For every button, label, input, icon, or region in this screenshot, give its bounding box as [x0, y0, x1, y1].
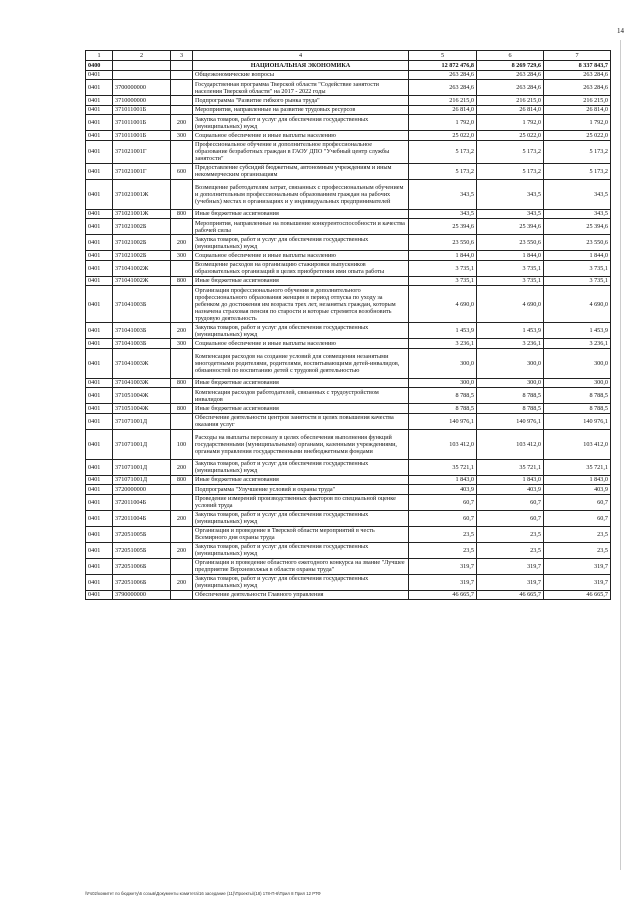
section-code: 0401 [86, 131, 113, 141]
target-article-code: 371011001Б [113, 115, 171, 131]
expense-type-code: 800 [171, 276, 193, 286]
expense-type-code [171, 590, 193, 600]
item-name: Мероприятия, направленные на развитие трудовых ресурсов [193, 105, 409, 115]
item-name: Иные бюджетные ассигнования [193, 404, 409, 414]
table-row [86, 494, 611, 510]
amount-year-3: 26 814,0 [544, 105, 611, 115]
amount-year-1: 216 215,0 [409, 96, 477, 106]
item-name: Закупка товаров, работ и услуг для обеспечения государственных (муниципальных) нужд [193, 235, 409, 251]
expense-type-code: 100 [171, 429, 193, 459]
expense-type-code [171, 388, 193, 404]
target-article-code: 372011004Б [113, 510, 171, 526]
item-name: Обеспечение деятельности Главного управления [193, 590, 409, 600]
table-row [86, 163, 611, 179]
section-code: 0401 [86, 323, 113, 339]
expense-type-code [171, 494, 193, 510]
target-article-code: 372051005Б [113, 542, 171, 558]
amount-year-1: 8 788,5 [409, 404, 477, 414]
section-code: 0401 [86, 388, 113, 404]
table-row [86, 179, 611, 209]
table-row [86, 260, 611, 276]
expense-type-code [171, 219, 193, 235]
expense-type-code [171, 558, 193, 574]
amount-year-3: 263 284,6 [544, 80, 611, 96]
page-number: 14 [617, 27, 624, 35]
table-row [86, 404, 611, 414]
item-name: Иные бюджетные ассигнования [193, 378, 409, 388]
item-name: Компенсация расходов работодателей, связанных с трудоустройством инвалидов [193, 388, 409, 404]
table-row [86, 219, 611, 235]
amount-year-2: 319,7 [477, 574, 544, 590]
amount-year-2: 23,5 [477, 526, 544, 542]
expense-type-code: 800 [171, 475, 193, 485]
amount-year-1: 23 550,6 [409, 235, 477, 251]
section-code: 0401 [86, 115, 113, 131]
amount-year-1: 25 394,6 [409, 219, 477, 235]
expense-type-code: 200 [171, 574, 193, 590]
table-row [86, 590, 611, 600]
item-name: Иные бюджетные ассигнования [193, 475, 409, 485]
expense-type-code: 800 [171, 209, 193, 219]
section-code: 0401 [86, 209, 113, 219]
table-row [86, 140, 611, 163]
table-row [86, 80, 611, 96]
section-code: 0401 [86, 251, 113, 261]
target-article-code: 371021001Ж [113, 209, 171, 219]
expense-type-code [171, 105, 193, 115]
expense-type-code [171, 70, 193, 80]
amount-year-2: 403,9 [477, 485, 544, 495]
table-row [86, 475, 611, 485]
amount-year-3: 46 665,7 [544, 590, 611, 600]
table-row [86, 131, 611, 141]
item-name: Закупка товаров, работ и услуг для обеспечения государственных (муниципальных) нужд [193, 115, 409, 131]
target-article-code: 3710000000 [113, 96, 171, 106]
item-name: Проведение измерений производственных факторов по специальной оценке условий труда [193, 494, 409, 510]
amount-year-2: 1 843,0 [477, 475, 544, 485]
amount-year-1: 263 284,6 [409, 70, 477, 80]
amount-year-2: 23 550,6 [477, 235, 544, 251]
amount-year-3: 319,7 [544, 574, 611, 590]
target-article-code: 372011004Б [113, 494, 171, 510]
section-code: 0401 [86, 510, 113, 526]
target-article-code: 371071001Д [113, 413, 171, 429]
item-name: Организация и проведение в Тверской области мероприятий в честь Всемирного дня охраны труда [193, 526, 409, 542]
target-article-code: 371021001Ж [113, 179, 171, 209]
target-article-code: 371021001Г [113, 140, 171, 163]
amount-year-2: 103 412,0 [477, 429, 544, 459]
target-article-code: 371041003Ж [113, 378, 171, 388]
expense-type-code [171, 96, 193, 106]
target-article-code: 371051004Ж [113, 404, 171, 414]
amount-year-3: 300,0 [544, 348, 611, 378]
amount-year-1: 300,0 [409, 348, 477, 378]
table-row [86, 574, 611, 590]
item-name: Социальное обеспечение и иные выплаты населению [193, 251, 409, 261]
amount-year-1: 140 976,1 [409, 413, 477, 429]
amount-year-3: 1 844,0 [544, 251, 611, 261]
amount-year-2: 60,7 [477, 510, 544, 526]
section-code: 0401 [86, 526, 113, 542]
target-article-code: 371041003Б [113, 339, 171, 349]
file-path-footer: \\Fs02\комитет по бюджету\6 созыв\Документы комитета\16 заседание (11)\Проекты\(18) 178-П-6\Прил 8 Прил 12 РТФ [85, 891, 321, 896]
expense-type-code [171, 140, 193, 163]
amount-year-2: 5 173,2 [477, 163, 544, 179]
amount-year-1: 3 236,1 [409, 339, 477, 349]
table-row [86, 115, 611, 131]
amount-year-3: 343,5 [544, 179, 611, 209]
amount-year-2: 343,5 [477, 209, 544, 219]
amount-year-3: 263 284,6 [544, 70, 611, 80]
item-name: Закупка товаров, работ и услуг для обеспечения государственных (муниципальных) нужд [193, 574, 409, 590]
target-article-code: 371051004Ж [113, 388, 171, 404]
item-name: Социальное обеспечение и иные выплаты населению [193, 131, 409, 141]
amount-year-1: 46 665,7 [409, 590, 477, 600]
column-number: 5 [409, 51, 477, 61]
table-row [86, 276, 611, 286]
expense-type-code: 300 [171, 339, 193, 349]
amount-year-3: 403,9 [544, 485, 611, 495]
amount-year-2: 25 022,0 [477, 131, 544, 141]
amount-year-2: 35 721,1 [477, 459, 544, 475]
column-number-row [86, 51, 611, 61]
amount-year-2: 300,0 [477, 348, 544, 378]
amount-year-2: 263 284,6 [477, 80, 544, 96]
amount-year-2: 300,0 [477, 378, 544, 388]
item-name: Общеэкономические вопросы [193, 70, 409, 80]
target-article-code: 371021002Б [113, 251, 171, 261]
target-article-code: 371041002Ж [113, 276, 171, 286]
section-code: 0401 [86, 459, 113, 475]
expense-type-code [171, 413, 193, 429]
item-name: Обеспечение деятельности центров занятости в целях повышения качества оказания услуг [193, 413, 409, 429]
table-row [86, 348, 611, 378]
expense-type-code: 200 [171, 510, 193, 526]
amount-year-1: 343,5 [409, 209, 477, 219]
target-article-code: 371041003Б [113, 286, 171, 323]
target-article-code: 371021002Б [113, 219, 171, 235]
amount-year-3: 23,5 [544, 526, 611, 542]
table-row [86, 323, 611, 339]
section-code: 0401 [86, 542, 113, 558]
section-code: 0401 [86, 429, 113, 459]
amount-year-2: 1 792,0 [477, 115, 544, 131]
expense-type-code: 200 [171, 323, 193, 339]
target-article-code: 371011001Б [113, 105, 171, 115]
item-name: Расходы на выплаты персоналу в целях обеспечения выполнения функций государственными (муниципальными) органами, казенными учреждениями, органами управления государственными внебюджетными фондами [193, 429, 409, 459]
item-name: Организация профессионального обучения и дополнительного профессионального образования женщин в период отпуска по уходу за ребенком до достижения им возраста трех лет, незанятых граждан, которым назначена страховая пенсия по старости и которые стремятся возобновить трудовую деятельность [193, 286, 409, 323]
section-code: 0401 [86, 475, 113, 485]
item-name: НАЦИОНАЛЬНАЯ ЭКОНОМИКА [193, 61, 409, 71]
amount-year-3: 35 721,1 [544, 459, 611, 475]
amount-year-3: 3 236,1 [544, 339, 611, 349]
item-name: Компенсация расходов на создание условий для совмещения незанятыми многодетными родителями, родителями, воспитывающими детей-инвалидов, обязанностей по воспитанию детей с трудовой деятельностью [193, 348, 409, 378]
amount-year-3: 103 412,0 [544, 429, 611, 459]
target-article-code [113, 61, 171, 71]
amount-year-3: 319,7 [544, 558, 611, 574]
table-row [86, 70, 611, 80]
table-row [86, 542, 611, 558]
amount-year-1: 4 690,0 [409, 286, 477, 323]
section-code: 0401 [86, 140, 113, 163]
amount-year-1: 26 814,0 [409, 105, 477, 115]
amount-year-1: 319,7 [409, 558, 477, 574]
target-article-code: 3700000000 [113, 80, 171, 96]
amount-year-1: 25 022,0 [409, 131, 477, 141]
amount-year-1: 103 412,0 [409, 429, 477, 459]
column-number: 7 [544, 51, 611, 61]
amount-year-1: 5 173,2 [409, 140, 477, 163]
expense-type-code: 200 [171, 542, 193, 558]
amount-year-1: 23,5 [409, 542, 477, 558]
column-number: 4 [193, 51, 409, 61]
target-article-code: 3720000000 [113, 485, 171, 495]
amount-year-3: 216 215,0 [544, 96, 611, 106]
amount-year-1: 60,7 [409, 494, 477, 510]
section-code: 0401 [86, 260, 113, 276]
target-article-code: 371041002Ж [113, 260, 171, 276]
item-name: Закупка товаров, работ и услуг для обеспечения государственных (муниципальных) нужд [193, 323, 409, 339]
section-code: 0401 [86, 494, 113, 510]
amount-year-1: 1 792,0 [409, 115, 477, 131]
section-code: 0401 [86, 485, 113, 495]
target-article-code: 3790000000 [113, 590, 171, 600]
item-name: Профессиональное обучение и дополнительное профессиональное образование безработных граждан в ГАОУ ДПО "Учебный центр службы занятости" [193, 140, 409, 163]
item-name: Закупка товаров, работ и услуг для обеспечения государственных (муниципальных) нужд [193, 542, 409, 558]
amount-year-3: 1 453,9 [544, 323, 611, 339]
item-name: Организация и проведение областного ежегодного конкурса на звание "Лучшее предприятие Верхневолжья в области охраны труда" [193, 558, 409, 574]
section-code: 0401 [86, 590, 113, 600]
target-article-code: 371071001Д [113, 459, 171, 475]
table-row [86, 510, 611, 526]
amount-year-1: 343,5 [409, 179, 477, 209]
expense-type-code [171, 260, 193, 276]
table-row [86, 558, 611, 574]
amount-year-2: 46 665,7 [477, 590, 544, 600]
amount-year-2: 263 284,6 [477, 70, 544, 80]
amount-year-3: 23 550,6 [544, 235, 611, 251]
item-name: Мероприятия, направленные на повышение конкурентоспособности и качества рабочей силы [193, 219, 409, 235]
amount-year-3: 23,5 [544, 542, 611, 558]
section-code: 0401 [86, 378, 113, 388]
amount-year-3: 5 173,2 [544, 140, 611, 163]
amount-year-2: 8 269 729,6 [477, 61, 544, 71]
column-number: 1 [86, 51, 113, 61]
amount-year-2: 8 788,5 [477, 388, 544, 404]
amount-year-1: 1 453,9 [409, 323, 477, 339]
column-number: 6 [477, 51, 544, 61]
expense-type-code: 300 [171, 131, 193, 141]
item-name: Государственная программа Тверской области "Содействие занятости населения Тверской области" на 2017 - 2022 годы [193, 80, 409, 96]
budget-table [85, 50, 611, 600]
margin-line [620, 40, 621, 870]
expense-type-code [171, 526, 193, 542]
expense-type-code: 300 [171, 251, 193, 261]
target-article-code: 372051005Б [113, 526, 171, 542]
amount-year-3: 8 788,5 [544, 388, 611, 404]
item-name: Социальное обеспечение и иные выплаты населению [193, 339, 409, 349]
expense-type-code: 800 [171, 378, 193, 388]
amount-year-3: 1 843,0 [544, 475, 611, 485]
section-code: 0401 [86, 348, 113, 378]
item-name: Иные бюджетные ассигнования [193, 209, 409, 219]
section-code: 0401 [86, 558, 113, 574]
table-row [86, 413, 611, 429]
target-article-code: 372051006Б [113, 558, 171, 574]
item-name: Возмещение расходов на организацию стажировки выпускников образовательных организаций в целях приобретения ими опыта работы [193, 260, 409, 276]
amount-year-1: 5 173,2 [409, 163, 477, 179]
section-code: 0401 [86, 179, 113, 209]
amount-year-3: 25 022,0 [544, 131, 611, 141]
item-name: Возмещение работодателям затрат, связанных с профессиональным обучением и дополнительным профессиональным образованием граждан на рабочих (учебных) местах в организациях и у индивидуальных предпринимателей [193, 179, 409, 209]
amount-year-3: 1 792,0 [544, 115, 611, 131]
section-code: 0401 [86, 413, 113, 429]
amount-year-2: 140 976,1 [477, 413, 544, 429]
amount-year-3: 5 173,2 [544, 163, 611, 179]
target-article-code: 371021002Б [113, 235, 171, 251]
target-article-code: 371041003Б [113, 323, 171, 339]
amount-year-1: 3 735,1 [409, 260, 477, 276]
column-number: 2 [113, 51, 171, 61]
amount-year-1: 23,5 [409, 526, 477, 542]
amount-year-2: 1 453,9 [477, 323, 544, 339]
amount-year-3: 3 735,1 [544, 276, 611, 286]
item-name: Подпрограмма "Развитие гибкого рынка труда" [193, 96, 409, 106]
column-number: 3 [171, 51, 193, 61]
amount-year-2: 216 215,0 [477, 96, 544, 106]
expense-type-code: 200 [171, 235, 193, 251]
amount-year-3: 25 394,6 [544, 219, 611, 235]
amount-year-3: 343,5 [544, 209, 611, 219]
target-article-code: 371041003Ж [113, 348, 171, 378]
section-code: 0401 [86, 80, 113, 96]
expense-type-code [171, 286, 193, 323]
section-code: 0401 [86, 404, 113, 414]
target-article-code [113, 70, 171, 80]
expense-type-code [171, 485, 193, 495]
expense-type-code: 600 [171, 163, 193, 179]
item-name: Предоставление субсидий бюджетным, автономным учреждениям и иным некоммерческим организациям [193, 163, 409, 179]
table-row [86, 251, 611, 261]
section-code: 0401 [86, 96, 113, 106]
amount-year-2: 23,5 [477, 542, 544, 558]
amount-year-2: 5 173,2 [477, 140, 544, 163]
amount-year-3: 8 337 843,7 [544, 61, 611, 71]
item-name: Закупка товаров, работ и услуг для обеспечения государственных (муниципальных) нужд [193, 459, 409, 475]
target-article-code: 372051006Б [113, 574, 171, 590]
amount-year-2: 4 690,0 [477, 286, 544, 323]
target-article-code: 371011001Б [113, 131, 171, 141]
section-code: 0401 [86, 339, 113, 349]
target-article-code: 371071001Д [113, 429, 171, 459]
amount-year-1: 3 735,1 [409, 276, 477, 286]
table-row [86, 209, 611, 219]
amount-year-2: 60,7 [477, 494, 544, 510]
amount-year-1: 35 721,1 [409, 459, 477, 475]
amount-year-3: 8 788,5 [544, 404, 611, 414]
table-row [86, 339, 611, 349]
table-row [86, 235, 611, 251]
table-row [86, 388, 611, 404]
amount-year-3: 4 690,0 [544, 286, 611, 323]
amount-year-1: 1 843,0 [409, 475, 477, 485]
amount-year-2: 343,5 [477, 179, 544, 209]
amount-year-2: 26 814,0 [477, 105, 544, 115]
section-code: 0401 [86, 574, 113, 590]
table-row [86, 286, 611, 323]
amount-year-1: 1 844,0 [409, 251, 477, 261]
section-code: 0401 [86, 286, 113, 323]
item-name: Подпрограмма "Улучшение условий и охраны труда" [193, 485, 409, 495]
amount-year-3: 60,7 [544, 494, 611, 510]
amount-year-1: 403,9 [409, 485, 477, 495]
expense-type-code: 200 [171, 115, 193, 131]
table-row [86, 485, 611, 495]
item-name: Закупка товаров, работ и услуг для обеспечения государственных (муниципальных) нужд [193, 510, 409, 526]
section-code: 0401 [86, 105, 113, 115]
amount-year-2: 3 236,1 [477, 339, 544, 349]
table-row [86, 459, 611, 475]
table-row [86, 526, 611, 542]
amount-year-3: 300,0 [544, 378, 611, 388]
section-code: 0401 [86, 235, 113, 251]
table-row [86, 61, 611, 71]
expense-type-code [171, 348, 193, 378]
section-code: 0401 [86, 70, 113, 80]
section-code: 0400 [86, 61, 113, 71]
amount-year-2: 1 844,0 [477, 251, 544, 261]
table-row [86, 378, 611, 388]
amount-year-1: 8 788,5 [409, 388, 477, 404]
amount-year-2: 3 735,1 [477, 276, 544, 286]
expense-type-code: 200 [171, 459, 193, 475]
amount-year-1: 319,7 [409, 574, 477, 590]
target-article-code: 371071001Д [113, 475, 171, 485]
amount-year-1: 300,0 [409, 378, 477, 388]
amount-year-1: 60,7 [409, 510, 477, 526]
table-row [86, 429, 611, 459]
section-code: 0401 [86, 276, 113, 286]
expense-type-code [171, 61, 193, 71]
table-row [86, 105, 611, 115]
section-code: 0401 [86, 219, 113, 235]
target-article-code: 371021001Г [113, 163, 171, 179]
amount-year-2: 8 788,5 [477, 404, 544, 414]
amount-year-3: 3 735,1 [544, 260, 611, 276]
expense-type-code [171, 179, 193, 209]
item-name: Иные бюджетные ассигнования [193, 276, 409, 286]
expense-type-code: 800 [171, 404, 193, 414]
table-row [86, 96, 611, 106]
amount-year-1: 263 284,6 [409, 80, 477, 96]
amount-year-3: 60,7 [544, 510, 611, 526]
amount-year-3: 140 976,1 [544, 413, 611, 429]
amount-year-2: 3 735,1 [477, 260, 544, 276]
section-code: 0401 [86, 163, 113, 179]
amount-year-2: 25 394,6 [477, 219, 544, 235]
amount-year-2: 319,7 [477, 558, 544, 574]
amount-year-1: 12 872 476,8 [409, 61, 477, 71]
expense-type-code [171, 80, 193, 96]
